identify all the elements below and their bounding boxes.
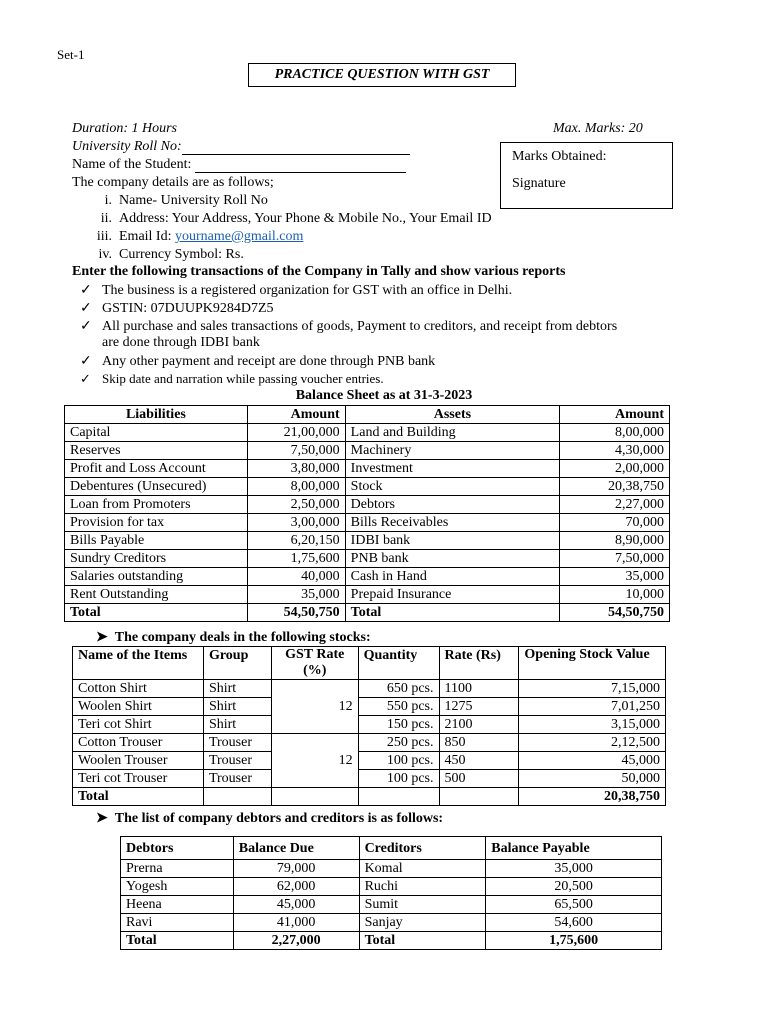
check-item: ✓ Skip date and narration while passing voucher entries. — [80, 371, 384, 386]
parties-heading: ➤ The list of company debtors and creditors is as follows: — [96, 811, 444, 826]
table-cell: 20,500 — [486, 878, 662, 896]
name-label: Name of the Student: — [72, 157, 192, 172]
table-cell: Total — [121, 932, 234, 950]
table-cell: Woolen Trouser — [73, 752, 204, 770]
table-cell: 150 pcs. — [358, 716, 439, 734]
max-marks: Max. Marks: 20 — [553, 121, 643, 136]
table-cell: 6,20,150 — [247, 532, 345, 550]
table-row — [65, 550, 670, 568]
details-item: iii. Email Id: yourname@gmail.com — [96, 229, 304, 244]
signature-label: Signature — [512, 176, 566, 191]
table-row — [65, 586, 670, 604]
table-cell: 2,27,000 — [560, 496, 670, 514]
table-cell: 45,000 — [519, 752, 666, 770]
table-cell: 550 pcs. — [358, 698, 439, 716]
table-cell: Trouser — [203, 752, 271, 770]
column-header: Amount — [247, 406, 345, 424]
table-row — [65, 568, 670, 586]
table-cell: Capital — [65, 424, 248, 442]
column-header: Balance Payable — [486, 837, 662, 860]
column-header: Quantity — [358, 647, 439, 680]
gst-rate-shirt: 12 — [271, 680, 358, 734]
table-cell: Sumit — [359, 896, 486, 914]
table-row — [65, 424, 670, 442]
table-cell: Provision for tax — [65, 514, 248, 532]
table-cell: 250 pcs. — [358, 734, 439, 752]
table-cell: 54,50,750 — [560, 604, 670, 622]
checkmark-icon: ✓ — [80, 354, 92, 369]
table-cell — [271, 788, 358, 806]
table-total-row — [65, 604, 670, 622]
checkmark-icon: ✓ — [80, 283, 92, 298]
table-cell: Sanjay — [359, 914, 486, 932]
table-cell: 3,15,000 — [519, 716, 666, 734]
balance-sheet-table — [64, 405, 670, 622]
table-cell: 2,00,000 — [560, 460, 670, 478]
table-cell: 21,00,000 — [247, 424, 345, 442]
table-row — [73, 680, 666, 698]
table-cell: 850 — [439, 734, 519, 752]
table-cell: Bills Payable — [65, 532, 248, 550]
table-cell: Prepaid Insurance — [345, 586, 560, 604]
table-cell: Shirt — [203, 680, 271, 698]
roll-blank — [182, 141, 410, 155]
table-row — [121, 914, 662, 932]
table-cell: 3,00,000 — [247, 514, 345, 532]
parties-table — [120, 836, 662, 950]
checkmark-icon: ✓ — [80, 319, 92, 334]
table-header-row — [121, 837, 662, 860]
column-header: Rate (Rs) — [439, 647, 519, 680]
name-line — [72, 157, 406, 173]
check-item: ✓ Any other payment and receipt are done through PNB bank — [80, 354, 436, 369]
table-cell: 70,000 — [560, 514, 670, 532]
details-item: i. Name- University Roll No — [104, 193, 268, 208]
table-row — [65, 478, 670, 496]
table-cell: Stock — [345, 478, 560, 496]
table-cell: 1100 — [439, 680, 519, 698]
table-row — [121, 896, 662, 914]
table-cell: 100 pcs. — [358, 752, 439, 770]
table-cell: Yogesh — [121, 878, 234, 896]
stocks-heading: ➤ The company deals in the following stocks: — [96, 630, 371, 645]
table-row — [65, 514, 670, 532]
roll-line — [72, 139, 410, 155]
table-cell: Trouser — [203, 770, 271, 788]
table-row — [73, 752, 666, 770]
column-header: Assets — [345, 406, 560, 424]
table-cell: Total — [359, 932, 486, 950]
table-cell: Total — [73, 788, 204, 806]
email-link[interactable]: yourname@gmail.com — [175, 229, 304, 244]
table-cell: Teri cot Trouser — [73, 770, 204, 788]
table-cell: 100 pcs. — [358, 770, 439, 788]
table-cell: 20,38,750 — [560, 478, 670, 496]
table-cell: Cotton Shirt — [73, 680, 204, 698]
column-header: Creditors — [359, 837, 486, 860]
table-cell: 54,600 — [486, 914, 662, 932]
table-cell: 1,75,600 — [247, 550, 345, 568]
check-item: ✓ All purchase and sales transactions of goods, Payment to creditors, and receipt from debtors — [80, 319, 618, 334]
table-cell: 2,12,500 — [519, 734, 666, 752]
table-cell: Debtors — [345, 496, 560, 514]
table-cell: 40,000 — [247, 568, 345, 586]
table-cell: 2,27,000 — [233, 932, 359, 950]
arrow-bullet-icon: ➤ — [96, 630, 108, 645]
table-cell: 3,80,000 — [247, 460, 345, 478]
set-label: Set-1 — [57, 47, 85, 62]
table-cell — [203, 788, 271, 806]
table-cell: Land and Building — [345, 424, 560, 442]
table-row — [65, 442, 670, 460]
table-cell: 2,50,000 — [247, 496, 345, 514]
table-cell: Cash in Hand — [345, 568, 560, 586]
table-cell: 65,500 — [486, 896, 662, 914]
details-item: iv. Currency Symbol: Rs. — [98, 247, 244, 262]
table-cell: 8,00,000 — [560, 424, 670, 442]
table-cell: Ravi — [121, 914, 234, 932]
table-row — [73, 716, 666, 734]
table-cell: 4,30,000 — [560, 442, 670, 460]
table-cell: 45,000 — [233, 896, 359, 914]
table-cell: 450 — [439, 752, 519, 770]
table-cell: Sundry Creditors — [65, 550, 248, 568]
table-cell: Shirt — [203, 698, 271, 716]
table-cell: Heena — [121, 896, 234, 914]
table-cell: Machinery — [345, 442, 560, 460]
table-cell: Reserves — [65, 442, 248, 460]
details-item: ii. Address: Your Address, Your Phone & Mobile No., Your Email ID — [100, 211, 492, 226]
table-cell: 1275 — [439, 698, 519, 716]
column-header: Amount — [560, 406, 670, 424]
column-header: Liabilities — [65, 406, 248, 424]
duration: Duration: 1 Hours — [72, 121, 178, 136]
table-cell: Total — [65, 604, 248, 622]
table-cell: 54,50,750 — [247, 604, 345, 622]
table-cell: 35,000 — [560, 568, 670, 586]
table-cell — [358, 788, 439, 806]
table-row — [73, 698, 666, 716]
table-cell: 8,00,000 — [247, 478, 345, 496]
column-header: Debtors — [121, 837, 234, 860]
column-header: GST Rate (%) — [271, 647, 358, 680]
table-cell: 7,15,000 — [519, 680, 666, 698]
marks-obtained-label: Marks Obtained: — [512, 149, 607, 164]
checkmark-icon: ✓ — [80, 371, 91, 386]
table-row — [73, 734, 666, 752]
table-cell: Woolen Shirt — [73, 698, 204, 716]
balance-sheet-title: Balance Sheet as at 31-3-2023 — [295, 388, 473, 403]
table-cell — [439, 788, 519, 806]
table-row — [121, 860, 662, 878]
arrow-bullet-icon: ➤ — [96, 811, 108, 826]
column-header: Opening Stock Value — [519, 647, 666, 680]
check-item-continued: are done through IDBI bank — [102, 335, 260, 350]
table-cell: IDBI bank — [345, 532, 560, 550]
table-header-row — [65, 406, 670, 424]
table-row — [121, 878, 662, 896]
table-cell: Bills Receivables — [345, 514, 560, 532]
table-cell: Rent Outstanding — [65, 586, 248, 604]
table-cell: 20,38,750 — [519, 788, 666, 806]
table-total-row — [121, 932, 662, 950]
table-cell: 500 — [439, 770, 519, 788]
table-cell: 62,000 — [233, 878, 359, 896]
table-cell: 50,000 — [519, 770, 666, 788]
table-cell: Salaries outstanding — [65, 568, 248, 586]
roll-label: University Roll No: — [72, 139, 182, 154]
table-cell: Cotton Trouser — [73, 734, 204, 752]
table-cell: Investment — [345, 460, 560, 478]
table-cell: 41,000 — [233, 914, 359, 932]
table-cell: Komal — [359, 860, 486, 878]
table-cell: Loan from Promoters — [65, 496, 248, 514]
table-row — [65, 496, 670, 514]
table-cell: Trouser — [203, 734, 271, 752]
table-cell: 650 pcs. — [358, 680, 439, 698]
table-cell: 8,90,000 — [560, 532, 670, 550]
column-header: Balance Due — [233, 837, 359, 860]
table-cell: Ruchi — [359, 878, 486, 896]
table-cell: Shirt — [203, 716, 271, 734]
table-cell: 10,000 — [560, 586, 670, 604]
table-cell: 1,75,600 — [486, 932, 662, 950]
table-cell: 2100 — [439, 716, 519, 734]
intro-text: The company details are as follows; — [72, 175, 274, 190]
table-header-row — [73, 647, 666, 680]
table-cell: Debentures (Unsecured) — [65, 478, 248, 496]
table-row — [73, 770, 666, 788]
table-cell: 35,000 — [486, 860, 662, 878]
table-row — [65, 460, 670, 478]
table-cell: 7,50,000 — [247, 442, 345, 460]
table-cell: 35,000 — [247, 586, 345, 604]
stocks-table — [72, 646, 666, 806]
table-cell: Profit and Loss Account — [65, 460, 248, 478]
table-cell: 7,50,000 — [560, 550, 670, 568]
gst-rate-trouser: 12 — [271, 734, 358, 788]
table-cell: 7,01,250 — [519, 698, 666, 716]
check-item: ✓ The business is a registered organization for GST with an office in Delhi. — [80, 283, 513, 298]
table-cell: Total — [345, 604, 560, 622]
marks-box — [500, 142, 673, 209]
table-cell: 79,000 — [233, 860, 359, 878]
name-blank — [195, 159, 406, 173]
column-header: Group — [203, 647, 271, 680]
checkmark-icon: ✓ — [80, 301, 92, 316]
instruction-text: Enter the following transactions of the Company in Tally and show various reports — [72, 264, 566, 279]
table-row — [65, 532, 670, 550]
table-total-row — [73, 788, 666, 806]
table-cell: PNB bank — [345, 550, 560, 568]
check-item: ✓ GSTIN: 07DUUPK9284D7Z5 — [80, 301, 274, 316]
table-cell: Prerna — [121, 860, 234, 878]
page-title: PRACTICE QUESTION WITH GST — [248, 63, 516, 87]
table-cell: Teri cot Shirt — [73, 716, 204, 734]
column-header: Name of the Items — [73, 647, 204, 680]
